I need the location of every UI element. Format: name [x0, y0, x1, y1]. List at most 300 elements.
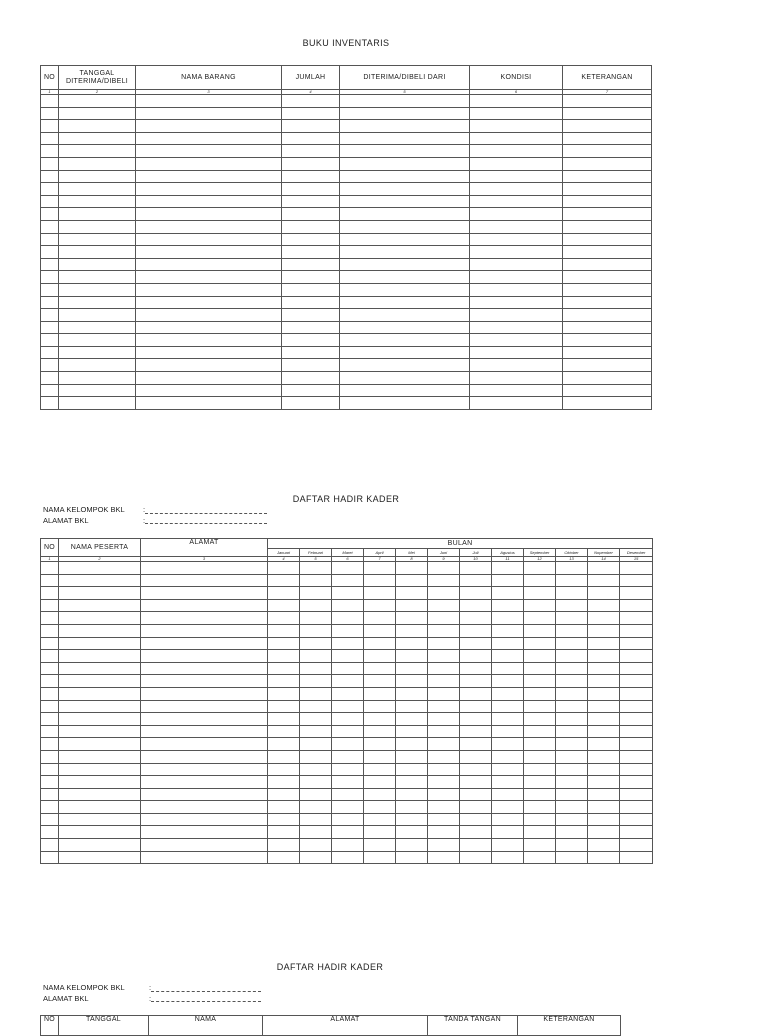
attendance-cell[interactable]: [59, 624, 141, 637]
inventory-cell[interactable]: [59, 271, 136, 284]
inventory-cell[interactable]: [563, 246, 652, 259]
inventory-cell[interactable]: [41, 384, 59, 397]
inventory-cell[interactable]: [470, 397, 563, 410]
inventory-cell[interactable]: [41, 145, 59, 158]
inventory-cell[interactable]: [340, 157, 470, 170]
inventory-cell[interactable]: [41, 208, 59, 221]
inventory-cell[interactable]: [340, 283, 470, 296]
attendance-cell[interactable]: [556, 851, 588, 864]
attendance-cell[interactable]: [268, 776, 300, 789]
attendance-cell[interactable]: [59, 662, 141, 675]
attendance-cell[interactable]: [300, 713, 332, 726]
attendance-cell[interactable]: [59, 725, 141, 738]
inventory-cell[interactable]: [59, 233, 136, 246]
attendance-cell[interactable]: [268, 750, 300, 763]
inventory-cell[interactable]: [563, 359, 652, 372]
kelompok-input-line[interactable]: [151, 985, 261, 992]
attendance-cell[interactable]: [332, 700, 364, 713]
attendance-cell[interactable]: [59, 612, 141, 625]
inventory-cell[interactable]: [470, 208, 563, 221]
attendance-cell[interactable]: [141, 574, 268, 587]
inventory-cell[interactable]: [59, 195, 136, 208]
inventory-cell[interactable]: [282, 195, 340, 208]
inventory-cell[interactable]: [136, 346, 282, 359]
inventory-cell[interactable]: [563, 258, 652, 271]
inventory-cell[interactable]: [282, 271, 340, 284]
attendance-cell[interactable]: [556, 562, 588, 575]
attendance-cell[interactable]: [620, 650, 653, 663]
attendance-cell[interactable]: [332, 624, 364, 637]
attendance-cell[interactable]: [556, 650, 588, 663]
attendance-cell[interactable]: [141, 813, 268, 826]
attendance-cell[interactable]: [141, 612, 268, 625]
inventory-cell[interactable]: [41, 296, 59, 309]
attendance-cell[interactable]: [300, 826, 332, 839]
attendance-cell[interactable]: [428, 612, 460, 625]
attendance-cell[interactable]: [396, 788, 428, 801]
inventory-cell[interactable]: [563, 132, 652, 145]
inventory-cell[interactable]: [136, 321, 282, 334]
inventory-cell[interactable]: [59, 372, 136, 385]
inventory-cell[interactable]: [470, 271, 563, 284]
attendance-cell[interactable]: [524, 813, 556, 826]
attendance-cell[interactable]: [396, 851, 428, 864]
attendance-cell[interactable]: [141, 662, 268, 675]
attendance-cell[interactable]: [428, 788, 460, 801]
inventory-cell[interactable]: [340, 359, 470, 372]
inventory-cell[interactable]: [41, 246, 59, 259]
attendance-cell[interactable]: [588, 851, 620, 864]
attendance-cell[interactable]: [59, 587, 141, 600]
attendance-cell[interactable]: [492, 788, 524, 801]
inventory-cell[interactable]: [563, 208, 652, 221]
attendance-cell[interactable]: [41, 624, 59, 637]
inventory-cell[interactable]: [136, 183, 282, 196]
inventory-cell[interactable]: [59, 384, 136, 397]
attendance-cell[interactable]: [141, 788, 268, 801]
attendance-cell[interactable]: [332, 738, 364, 751]
attendance-cell[interactable]: [396, 650, 428, 663]
attendance-cell[interactable]: [556, 700, 588, 713]
attendance-cell[interactable]: [59, 788, 141, 801]
inventory-cell[interactable]: [59, 170, 136, 183]
inventory-cell[interactable]: [136, 309, 282, 322]
attendance-cell[interactable]: [300, 650, 332, 663]
attendance-cell[interactable]: [556, 637, 588, 650]
inventory-cell[interactable]: [282, 258, 340, 271]
attendance-cell[interactable]: [492, 599, 524, 612]
attendance-cell[interactable]: [524, 599, 556, 612]
attendance-cell[interactable]: [428, 687, 460, 700]
attendance-cell[interactable]: [588, 574, 620, 587]
attendance-cell[interactable]: [588, 612, 620, 625]
attendance-cell[interactable]: [588, 725, 620, 738]
attendance-cell[interactable]: [364, 612, 396, 625]
attendance-cell[interactable]: [524, 650, 556, 663]
inventory-cell[interactable]: [41, 120, 59, 133]
inventory-cell[interactable]: [563, 384, 652, 397]
attendance-cell[interactable]: [460, 801, 492, 814]
attendance-cell[interactable]: [332, 650, 364, 663]
inventory-cell[interactable]: [470, 246, 563, 259]
attendance-cell[interactable]: [556, 750, 588, 763]
inventory-cell[interactable]: [563, 283, 652, 296]
attendance-cell[interactable]: [364, 801, 396, 814]
attendance-cell[interactable]: [268, 599, 300, 612]
attendance-cell[interactable]: [41, 750, 59, 763]
attendance-cell[interactable]: [364, 826, 396, 839]
attendance-cell[interactable]: [332, 801, 364, 814]
attendance-cell[interactable]: [396, 700, 428, 713]
attendance-cell[interactable]: [588, 599, 620, 612]
attendance-cell[interactable]: [492, 700, 524, 713]
attendance-cell[interactable]: [396, 612, 428, 625]
inventory-cell[interactable]: [340, 397, 470, 410]
attendance-cell[interactable]: [428, 624, 460, 637]
inventory-cell[interactable]: [136, 271, 282, 284]
attendance-cell[interactable]: [492, 687, 524, 700]
attendance-cell[interactable]: [300, 725, 332, 738]
attendance-cell[interactable]: [300, 599, 332, 612]
inventory-cell[interactable]: [136, 397, 282, 410]
inventory-cell[interactable]: [340, 95, 470, 108]
attendance-cell[interactable]: [41, 687, 59, 700]
inventory-cell[interactable]: [470, 183, 563, 196]
attendance-cell[interactable]: [41, 587, 59, 600]
inventory-cell[interactable]: [470, 372, 563, 385]
attendance-cell[interactable]: [268, 738, 300, 751]
attendance-cell[interactable]: [492, 612, 524, 625]
attendance-cell[interactable]: [268, 624, 300, 637]
attendance-cell[interactable]: [332, 750, 364, 763]
attendance-cell[interactable]: [300, 574, 332, 587]
inventory-cell[interactable]: [340, 309, 470, 322]
attendance-cell[interactable]: [428, 574, 460, 587]
attendance-cell[interactable]: [396, 776, 428, 789]
attendance-cell[interactable]: [59, 776, 141, 789]
attendance-cell[interactable]: [428, 851, 460, 864]
attendance-cell[interactable]: [364, 725, 396, 738]
inventory-cell[interactable]: [59, 258, 136, 271]
inventory-cell[interactable]: [282, 132, 340, 145]
attendance-cell[interactable]: [364, 776, 396, 789]
inventory-cell[interactable]: [41, 359, 59, 372]
inventory-cell[interactable]: [563, 321, 652, 334]
attendance-cell[interactable]: [268, 562, 300, 575]
attendance-cell[interactable]: [364, 637, 396, 650]
inventory-cell[interactable]: [470, 233, 563, 246]
attendance-cell[interactable]: [364, 574, 396, 587]
attendance-cell[interactable]: [492, 839, 524, 852]
attendance-cell[interactable]: [41, 776, 59, 789]
inventory-cell[interactable]: [282, 157, 340, 170]
attendance-cell[interactable]: [524, 562, 556, 575]
attendance-cell[interactable]: [41, 713, 59, 726]
inventory-cell[interactable]: [41, 346, 59, 359]
attendance-cell[interactable]: [59, 750, 141, 763]
attendance-cell[interactable]: [332, 587, 364, 600]
attendance-cell[interactable]: [268, 713, 300, 726]
attendance-cell[interactable]: [332, 763, 364, 776]
inventory-cell[interactable]: [136, 145, 282, 158]
attendance-cell[interactable]: [524, 826, 556, 839]
inventory-cell[interactable]: [59, 145, 136, 158]
attendance-cell[interactable]: [332, 574, 364, 587]
inventory-cell[interactable]: [136, 283, 282, 296]
attendance-cell[interactable]: [396, 587, 428, 600]
attendance-cell[interactable]: [492, 763, 524, 776]
attendance-cell[interactable]: [428, 839, 460, 852]
attendance-cell[interactable]: [141, 763, 268, 776]
inventory-cell[interactable]: [59, 397, 136, 410]
inventory-cell[interactable]: [282, 397, 340, 410]
inventory-cell[interactable]: [41, 195, 59, 208]
attendance-cell[interactable]: [588, 839, 620, 852]
inventory-cell[interactable]: [470, 258, 563, 271]
attendance-cell[interactable]: [620, 700, 653, 713]
inventory-cell[interactable]: [563, 233, 652, 246]
inventory-cell[interactable]: [340, 258, 470, 271]
inventory-cell[interactable]: [136, 195, 282, 208]
inventory-cell[interactable]: [340, 233, 470, 246]
inventory-cell[interactable]: [340, 372, 470, 385]
attendance-cell[interactable]: [396, 624, 428, 637]
inventory-cell[interactable]: [136, 220, 282, 233]
attendance-cell[interactable]: [300, 612, 332, 625]
attendance-cell[interactable]: [300, 624, 332, 637]
attendance-cell[interactable]: [364, 763, 396, 776]
inventory-cell[interactable]: [282, 183, 340, 196]
inventory-cell[interactable]: [59, 95, 136, 108]
inventory-cell[interactable]: [563, 397, 652, 410]
attendance-cell[interactable]: [556, 776, 588, 789]
attendance-cell[interactable]: [492, 725, 524, 738]
inventory-cell[interactable]: [136, 233, 282, 246]
attendance-cell[interactable]: [364, 624, 396, 637]
attendance-cell[interactable]: [59, 562, 141, 575]
attendance-cell[interactable]: [268, 763, 300, 776]
attendance-cell[interactable]: [492, 713, 524, 726]
attendance-cell[interactable]: [332, 675, 364, 688]
attendance-cell[interactable]: [59, 637, 141, 650]
inventory-cell[interactable]: [282, 107, 340, 120]
inventory-cell[interactable]: [563, 120, 652, 133]
attendance-cell[interactable]: [556, 713, 588, 726]
attendance-cell[interactable]: [492, 662, 524, 675]
attendance-cell[interactable]: [396, 826, 428, 839]
attendance-cell[interactable]: [588, 687, 620, 700]
attendance-cell[interactable]: [396, 675, 428, 688]
attendance-cell[interactable]: [141, 650, 268, 663]
attendance-cell[interactable]: [492, 738, 524, 751]
attendance-cell[interactable]: [588, 750, 620, 763]
attendance-cell[interactable]: [364, 788, 396, 801]
attendance-cell[interactable]: [460, 587, 492, 600]
attendance-cell[interactable]: [588, 624, 620, 637]
attendance-cell[interactable]: [396, 801, 428, 814]
attendance-cell[interactable]: [620, 763, 653, 776]
attendance-cell[interactable]: [59, 801, 141, 814]
inventory-cell[interactable]: [41, 220, 59, 233]
attendance-cell[interactable]: [524, 587, 556, 600]
attendance-cell[interactable]: [141, 738, 268, 751]
inventory-cell[interactable]: [470, 359, 563, 372]
attendance-cell[interactable]: [620, 750, 653, 763]
attendance-cell[interactable]: [524, 725, 556, 738]
attendance-cell[interactable]: [332, 599, 364, 612]
attendance-cell[interactable]: [141, 637, 268, 650]
attendance-cell[interactable]: [524, 687, 556, 700]
inventory-cell[interactable]: [563, 95, 652, 108]
inventory-cell[interactable]: [41, 170, 59, 183]
attendance-cell[interactable]: [428, 713, 460, 726]
attendance-cell[interactable]: [556, 687, 588, 700]
inventory-cell[interactable]: [470, 195, 563, 208]
attendance-cell[interactable]: [41, 763, 59, 776]
attendance-cell[interactable]: [492, 776, 524, 789]
attendance-cell[interactable]: [428, 738, 460, 751]
attendance-cell[interactable]: [428, 637, 460, 650]
inventory-cell[interactable]: [340, 296, 470, 309]
attendance-cell[interactable]: [460, 750, 492, 763]
inventory-cell[interactable]: [41, 271, 59, 284]
attendance-cell[interactable]: [59, 851, 141, 864]
inventory-cell[interactable]: [470, 95, 563, 108]
inventory-cell[interactable]: [282, 220, 340, 233]
attendance-cell[interactable]: [396, 599, 428, 612]
attendance-cell[interactable]: [492, 574, 524, 587]
inventory-cell[interactable]: [41, 157, 59, 170]
attendance-cell[interactable]: [460, 700, 492, 713]
attendance-cell[interactable]: [524, 801, 556, 814]
attendance-cell[interactable]: [268, 826, 300, 839]
attendance-cell[interactable]: [524, 839, 556, 852]
inventory-cell[interactable]: [59, 246, 136, 259]
attendance-cell[interactable]: [268, 650, 300, 663]
attendance-cell[interactable]: [620, 826, 653, 839]
inventory-cell[interactable]: [41, 107, 59, 120]
attendance-cell[interactable]: [524, 574, 556, 587]
attendance-cell[interactable]: [332, 851, 364, 864]
inventory-cell[interactable]: [59, 183, 136, 196]
attendance-cell[interactable]: [364, 562, 396, 575]
attendance-cell[interactable]: [41, 599, 59, 612]
attendance-cell[interactable]: [364, 700, 396, 713]
attendance-cell[interactable]: [396, 562, 428, 575]
inventory-cell[interactable]: [136, 208, 282, 221]
attendance-cell[interactable]: [588, 776, 620, 789]
attendance-cell[interactable]: [141, 587, 268, 600]
attendance-cell[interactable]: [556, 725, 588, 738]
attendance-cell[interactable]: [428, 725, 460, 738]
attendance-cell[interactable]: [364, 675, 396, 688]
attendance-cell[interactable]: [620, 687, 653, 700]
attendance-cell[interactable]: [620, 587, 653, 600]
inventory-cell[interactable]: [563, 157, 652, 170]
inventory-cell[interactable]: [41, 233, 59, 246]
inventory-cell[interactable]: [41, 372, 59, 385]
attendance-cell[interactable]: [492, 675, 524, 688]
inventory-cell[interactable]: [340, 321, 470, 334]
attendance-cell[interactable]: [460, 574, 492, 587]
attendance-cell[interactable]: [364, 813, 396, 826]
attendance-cell[interactable]: [41, 675, 59, 688]
attendance-cell[interactable]: [300, 700, 332, 713]
attendance-cell[interactable]: [396, 763, 428, 776]
attendance-cell[interactable]: [492, 826, 524, 839]
attendance-cell[interactable]: [428, 750, 460, 763]
attendance-cell[interactable]: [59, 687, 141, 700]
attendance-cell[interactable]: [492, 624, 524, 637]
inventory-cell[interactable]: [282, 170, 340, 183]
attendance-cell[interactable]: [556, 801, 588, 814]
attendance-cell[interactable]: [524, 624, 556, 637]
attendance-cell[interactable]: [428, 763, 460, 776]
attendance-cell[interactable]: [141, 776, 268, 789]
attendance-cell[interactable]: [59, 738, 141, 751]
inventory-cell[interactable]: [340, 208, 470, 221]
inventory-cell[interactable]: [470, 132, 563, 145]
attendance-cell[interactable]: [332, 813, 364, 826]
inventory-cell[interactable]: [59, 208, 136, 221]
inventory-cell[interactable]: [282, 296, 340, 309]
inventory-cell[interactable]: [41, 183, 59, 196]
inventory-cell[interactable]: [470, 384, 563, 397]
attendance-cell[interactable]: [268, 700, 300, 713]
inventory-cell[interactable]: [340, 170, 470, 183]
attendance-cell[interactable]: [300, 750, 332, 763]
attendance-cell[interactable]: [460, 662, 492, 675]
attendance-cell[interactable]: [460, 562, 492, 575]
attendance-cell[interactable]: [59, 675, 141, 688]
attendance-cell[interactable]: [364, 662, 396, 675]
attendance-cell[interactable]: [460, 725, 492, 738]
attendance-cell[interactable]: [556, 839, 588, 852]
inventory-cell[interactable]: [340, 132, 470, 145]
inventory-cell[interactable]: [470, 107, 563, 120]
attendance-cell[interactable]: [428, 776, 460, 789]
attendance-cell[interactable]: [460, 599, 492, 612]
inventory-cell[interactable]: [340, 195, 470, 208]
attendance-cell[interactable]: [396, 713, 428, 726]
attendance-cell[interactable]: [524, 776, 556, 789]
attendance-cell[interactable]: [620, 562, 653, 575]
attendance-cell[interactable]: [620, 776, 653, 789]
attendance-cell[interactable]: [396, 662, 428, 675]
attendance-cell[interactable]: [588, 713, 620, 726]
inventory-cell[interactable]: [563, 107, 652, 120]
inventory-cell[interactable]: [282, 372, 340, 385]
attendance-cell[interactable]: [620, 725, 653, 738]
attendance-cell[interactable]: [556, 587, 588, 600]
attendance-cell[interactable]: [460, 851, 492, 864]
attendance-cell[interactable]: [300, 839, 332, 852]
attendance-cell[interactable]: [460, 826, 492, 839]
inventory-cell[interactable]: [41, 397, 59, 410]
inventory-cell[interactable]: [470, 120, 563, 133]
attendance-cell[interactable]: [59, 839, 141, 852]
inventory-cell[interactable]: [563, 195, 652, 208]
attendance-cell[interactable]: [588, 788, 620, 801]
attendance-cell[interactable]: [588, 650, 620, 663]
attendance-cell[interactable]: [268, 687, 300, 700]
attendance-cell[interactable]: [556, 612, 588, 625]
inventory-cell[interactable]: [136, 246, 282, 259]
attendance-cell[interactable]: [364, 851, 396, 864]
attendance-cell[interactable]: [460, 839, 492, 852]
inventory-cell[interactable]: [340, 246, 470, 259]
attendance-cell[interactable]: [268, 574, 300, 587]
